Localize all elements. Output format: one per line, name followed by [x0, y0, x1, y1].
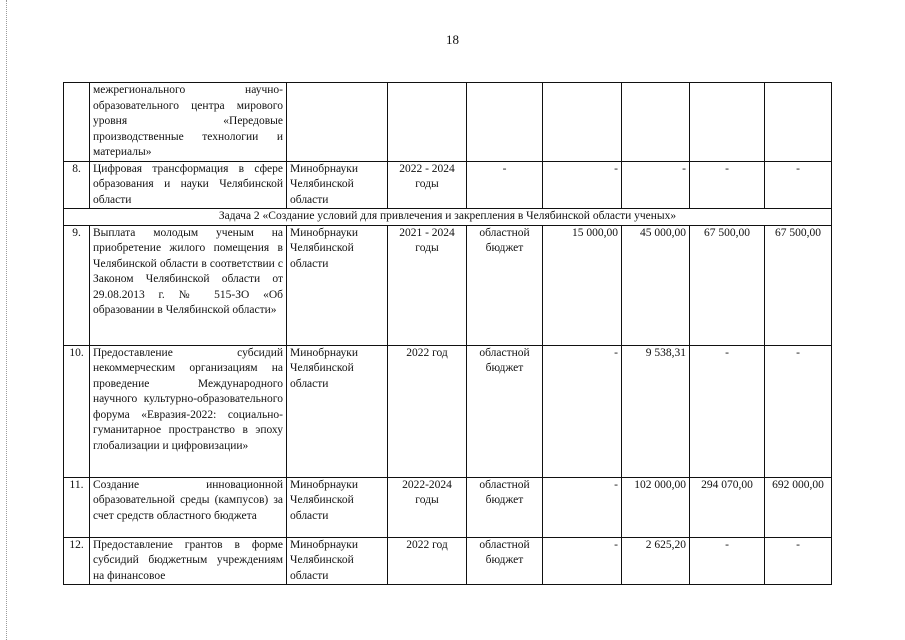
amount-2024-cell: 67 500,00	[765, 225, 832, 345]
executor-cell: Минобрнауки Челябинской области	[287, 477, 388, 537]
table-row	[64, 83, 832, 162]
table-row	[64, 225, 832, 345]
page-edge-line	[6, 0, 7, 640]
row-number-cell: 11.	[64, 477, 90, 537]
table-row	[64, 537, 832, 585]
amount-2022-cell: 2 625,20	[622, 537, 690, 585]
table-row	[64, 345, 832, 477]
row-number-cell: 9.	[64, 225, 90, 345]
activity-name-cell: межрегионального научно-образовательного центра мирового уровня «Передовые производственные технологии и материалы»	[90, 83, 287, 162]
amount-2024-cell: -	[765, 345, 832, 477]
funding-source-cell	[467, 83, 543, 162]
period-cell: 2022-2024 годы	[388, 477, 467, 537]
task-title: Задача 2 «Создание условий для привлечения и закрепления в Челябинской области ученых»	[64, 209, 832, 226]
amount-2022-cell: -	[622, 161, 690, 209]
amount-2023-cell: 294 070,00	[690, 477, 765, 537]
row-number-cell	[64, 83, 90, 162]
table-row	[64, 161, 832, 209]
amount-2023-cell: -	[690, 345, 765, 477]
amount-2023-cell: 67 500,00	[690, 225, 765, 345]
activity-name-cell: Цифровая трансформация в сфере образования и науки Челябинской области	[90, 161, 287, 209]
amount-2022-cell: 102 000,00	[622, 477, 690, 537]
amount-2024-cell: -	[765, 161, 832, 209]
amount-2023-cell: -	[690, 161, 765, 209]
period-cell	[388, 83, 467, 162]
amount-2022-cell: 45 000,00	[622, 225, 690, 345]
row-number-cell: 12.	[64, 537, 90, 585]
row-number-cell: 10.	[64, 345, 90, 477]
amount-2021-cell: -	[543, 537, 622, 585]
amount-2021-cell: 15 000,00	[543, 225, 622, 345]
row-number-cell: 8.	[64, 161, 90, 209]
amount-2024-cell: -	[765, 537, 832, 585]
program-activities-table	[63, 82, 832, 585]
period-cell: 2022 - 2024 годы	[388, 161, 467, 209]
table-body	[64, 83, 832, 585]
executor-cell: Минобрнауки Челябинской области	[287, 537, 388, 585]
task-header-row	[64, 209, 832, 226]
amount-2022-cell: 9 538,31	[622, 345, 690, 477]
executor-cell: Минобрнауки Челябинской области	[287, 161, 388, 209]
period-cell: 2022 год	[388, 345, 467, 477]
funding-source-cell: -	[467, 161, 543, 209]
amount-2024-cell: 692 000,00	[765, 477, 832, 537]
funding-source-cell: областной бюджет	[467, 345, 543, 477]
funding-source-cell: областной бюджет	[467, 477, 543, 537]
amount-2023-cell	[690, 83, 765, 162]
amount-2023-cell: -	[690, 537, 765, 585]
funding-source-cell: областной бюджет	[467, 225, 543, 345]
amount-2021-cell	[543, 83, 622, 162]
activity-name-cell: Предоставление грантов в форме субсидий бюджетным учреждениям на финансовое	[90, 537, 287, 585]
period-cell: 2021 - 2024 годы	[388, 225, 467, 345]
amount-2022-cell	[622, 83, 690, 162]
period-cell: 2022 год	[388, 537, 467, 585]
executor-cell: Минобрнауки Челябинской области	[287, 345, 388, 477]
activity-name-cell: Предоставление субсидий некоммерческим организациям на проведение Международного научного культурно-образовательного форума «Евразия-2022: социально-гуманитарное пространство в эпоху глобализации и цифровизации»	[90, 345, 287, 477]
amount-2021-cell: -	[543, 161, 622, 209]
funding-source-cell: областной бюджет	[467, 537, 543, 585]
amount-2021-cell: -	[543, 345, 622, 477]
table-row	[64, 477, 832, 537]
amount-2021-cell: -	[543, 477, 622, 537]
activity-name-cell: Создание инновационной образовательной среды (кампусов) за счет средств областного бюджета	[90, 477, 287, 537]
activity-name-cell: Выплата молодым ученым на приобретение жилого помещения в Челябинской области в соответствии с Законом Челябинской области от 29.08.2013 г. № 515-ЗО «Об образовании в Челябинской области»	[90, 225, 287, 345]
page-number: 18	[446, 32, 459, 47]
amount-2024-cell	[765, 83, 832, 162]
executor-cell: Минобрнауки Челябинской области	[287, 225, 388, 345]
executor-cell	[287, 83, 388, 162]
